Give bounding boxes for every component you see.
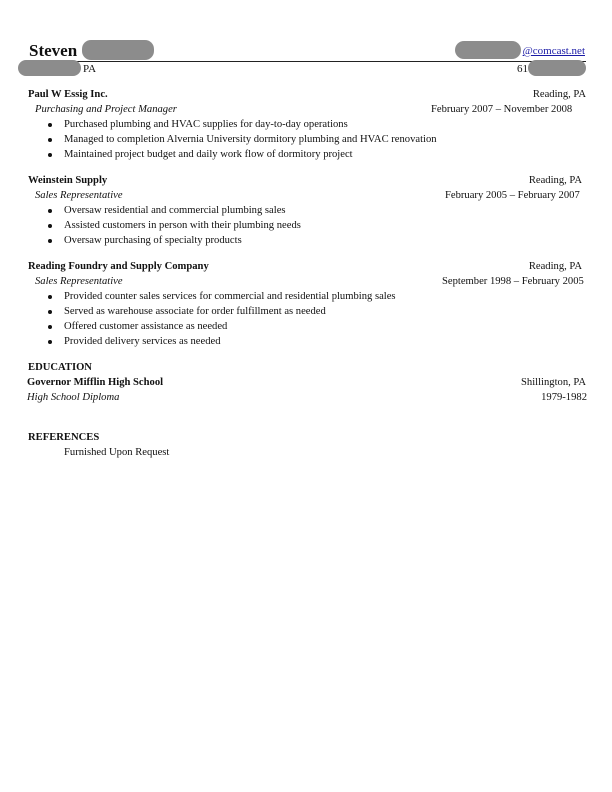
school-city: Shillington, PA <box>521 377 586 388</box>
references-heading: REFERENCES <box>28 432 100 443</box>
company-city: Reading, PA <box>532 89 586 100</box>
redaction-blot <box>455 41 521 59</box>
references-section <box>28 430 588 460</box>
job-dates: February 2007 – November 2008 <box>431 104 573 115</box>
duty-item: Purchased plumbing and HVAC supplies for day-to-day operations <box>28 117 588 132</box>
education-years: 1979-1982 <box>541 392 587 403</box>
duty-list <box>28 117 588 162</box>
duty-item: Provided counter sales services for commercial and residential plumbing sales <box>28 289 588 304</box>
company-name: Weinstein Supply <box>28 175 108 186</box>
duty-item: Provided delivery services as needed <box>28 334 588 349</box>
duty-item: Oversaw residential and commercial plumbing sales <box>28 203 588 218</box>
candidate-phone: 61 <box>517 63 528 75</box>
duty-item: Served as warehouse associate for order fulfillment as needed <box>28 304 588 319</box>
company-name: Reading Foundry and Supply Company <box>28 261 209 272</box>
job-entry <box>28 173 588 248</box>
company-city: Reading, PA <box>528 261 582 272</box>
duty-list <box>28 203 588 248</box>
redaction-blot <box>18 60 81 76</box>
header-divider <box>28 61 586 62</box>
job-title: Sales Representative <box>35 190 123 201</box>
degree-name: High School Diploma <box>27 392 120 403</box>
duty-list <box>28 289 588 349</box>
duty-item: Offered customer assistance as needed <box>28 319 588 334</box>
candidate-name: Steven <box>29 41 78 60</box>
email-address[interactable] <box>523 45 585 57</box>
job-entry <box>28 87 588 162</box>
school-name: Governor Mifflin High School <box>27 377 164 388</box>
education-section <box>28 360 588 405</box>
education-heading: EDUCATION <box>28 362 92 373</box>
duty-item: Maintained project budget and daily work flow of dormitory project <box>28 147 588 162</box>
email-link[interactable]: @comcast.net <box>522 45 585 57</box>
candidate-location: PA <box>83 63 97 75</box>
company-city: Reading, PA <box>528 175 582 186</box>
job-dates: September 1998 – February 2005 <box>442 276 584 287</box>
job-title: Purchasing and Project Manager <box>35 104 177 115</box>
references-text: Furnished Upon Request <box>64 447 170 458</box>
duty-item: Oversaw purchasing of specialty products <box>28 233 588 248</box>
duty-item: Managed to completion Alvernia University dormitory plumbing and HVAC renovation <box>28 132 588 147</box>
duty-item: Assisted customers in person with their plumbing needs <box>28 218 588 233</box>
redaction-blot <box>528 60 586 76</box>
redaction-blot <box>82 40 154 60</box>
job-entry <box>28 259 588 349</box>
company-name: Paul W Essig Inc. <box>28 89 108 100</box>
job-title: Sales Representative <box>35 276 123 287</box>
job-dates: February 2005 – February 2007 <box>445 190 580 201</box>
